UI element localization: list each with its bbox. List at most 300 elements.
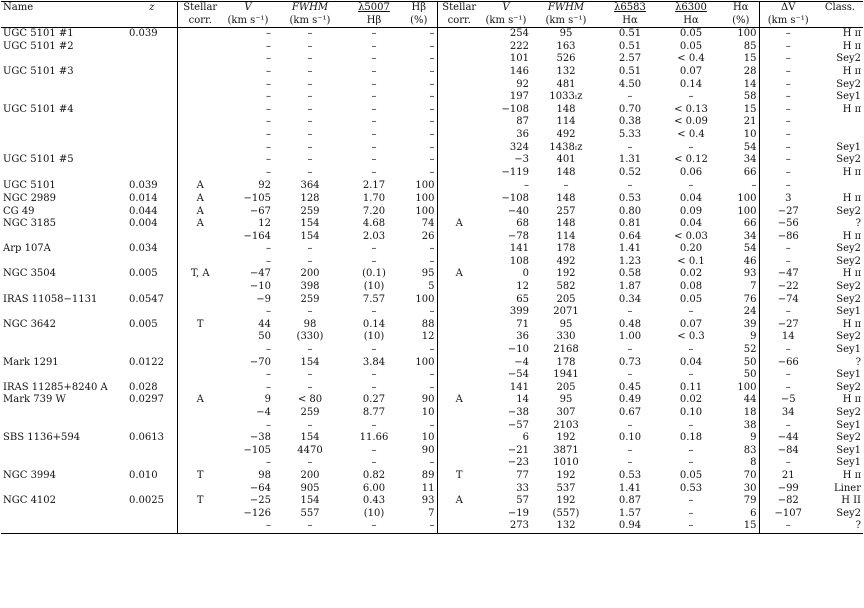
cell-halpha-percent: 54 — [743, 243, 757, 255]
cell-halpha-percent: 9 — [750, 331, 757, 343]
cell-v: −10 — [249, 281, 271, 293]
cell-6583-ratio: 0.70 — [618, 103, 642, 115]
cell-6300-ratio: – — [688, 141, 694, 153]
cell-stellar-corr — [177, 129, 223, 142]
cell-stellar-corr2: T — [437, 470, 481, 483]
cell-class: H II — [841, 495, 861, 507]
cell-class: H ɪɪ — [842, 28, 861, 40]
cell-name: CG 49 — [3, 205, 35, 217]
cell-halpha-percent: 30 — [743, 482, 757, 494]
cell-6583-ratio: 0.52 — [618, 166, 642, 178]
cell-5007-ratio: (10) — [363, 281, 385, 293]
col-v2-unit: (km s⁻¹) — [481, 15, 531, 28]
cell-hbeta-percent: 26 — [421, 230, 435, 242]
cell-z — [127, 167, 177, 180]
cell-v: – — [266, 154, 271, 166]
cell-hbeta-percent: 89 — [421, 469, 435, 481]
col-6300-ratio-header: λ6300 — [659, 2, 723, 15]
cell-hbeta-percent: – — [429, 457, 435, 469]
cell-stellar-corr2 — [437, 79, 481, 92]
cell-class: Sey2 — [836, 281, 861, 293]
cell-fwhm: 905 — [300, 482, 320, 494]
cell-6583-ratio: 0.48 — [618, 318, 642, 330]
cell-halpha-percent: 50 — [743, 356, 757, 368]
cell-z — [127, 53, 177, 66]
cell-v2: 77 — [516, 469, 529, 481]
cell-6300-ratio: – — [688, 369, 694, 381]
cell-6300-ratio: 0.07 — [679, 65, 703, 77]
cell-stellar-corr — [177, 104, 223, 117]
cell-stellar-corr — [177, 116, 223, 129]
cell-stellar-corr: A — [177, 218, 223, 231]
cell-fwhm: – — [307, 306, 313, 318]
cell-fwhm: < 80 — [297, 394, 323, 406]
cell-class: Sey1 — [836, 141, 861, 153]
cell-hbeta-percent: – — [429, 141, 435, 153]
cell-5007-ratio: 1.70 — [362, 192, 386, 204]
cell-name: SBS 1136+594 — [3, 432, 81, 444]
cell-hbeta-percent: 100 — [415, 205, 435, 217]
cell-v2: −54 — [507, 369, 529, 381]
cell-name: NGC 2989 — [3, 192, 57, 204]
cell-6583-ratio: 2.57 — [618, 53, 642, 65]
cell-stellar-corr2 — [437, 28, 481, 41]
cell-fwhm2: 205 — [556, 293, 576, 305]
table-row — [1, 344, 863, 357]
cell-v: −38 — [249, 432, 271, 444]
cell-name: IRAS 11058−1131 — [3, 293, 98, 305]
cell-delta-v: – — [759, 91, 817, 104]
cell-name — [1, 167, 127, 180]
table-row — [1, 394, 863, 407]
cell-hbeta-percent: 88 — [421, 318, 435, 330]
cell-stellar-corr — [177, 331, 223, 344]
cell-hbeta-percent: – — [429, 78, 435, 90]
cell-name — [1, 129, 127, 142]
cell-5007-ratio: (10) — [363, 507, 385, 519]
cell-6583-ratio: – — [627, 444, 633, 456]
cell-5007-ratio: – — [371, 141, 377, 153]
cell-6583-ratio: 0.94 — [601, 520, 659, 533]
cell-z — [127, 483, 177, 496]
cell-v: −25 — [249, 495, 271, 507]
cell-6300-ratio: 0.02 — [679, 394, 703, 406]
cell-6300-ratio: 0.14 — [679, 78, 703, 90]
cell-class: Sey2 — [836, 293, 861, 305]
cell-5007-ratio: 0.14 — [362, 318, 386, 330]
cell-halpha-percent: 18 — [743, 407, 757, 418]
cell-delta-v: – — [759, 79, 817, 92]
cell-hbeta-percent: – — [429, 128, 435, 140]
table-row — [1, 231, 863, 244]
cell-z: 0.005 — [129, 318, 158, 330]
cell-v2: 324 — [509, 141, 529, 153]
cell-fwhm2: 192 — [556, 495, 576, 507]
col-class-header: Class. — [817, 2, 863, 15]
cell-class: Sey2 — [836, 407, 861, 418]
cell-stellar-corr2: A — [437, 218, 481, 231]
cell-v2: 71 — [516, 318, 529, 330]
cell-5007-ratio: 8.77 — [362, 407, 386, 418]
cell-6300-ratio: – — [688, 419, 694, 431]
cell-stellar-corr2 — [437, 66, 481, 79]
cell-stellar-corr2 — [437, 91, 481, 104]
cell-fwhm2: 148 — [556, 166, 576, 178]
cell-5007-ratio: – — [371, 457, 377, 469]
cell-class: H ɪɪ — [842, 394, 861, 406]
cell-fwhm2: 1033ₗz — [549, 91, 583, 103]
cell-hbeta-percent: – — [429, 306, 435, 318]
cell-5007-ratio: – — [371, 306, 377, 318]
cell-name — [1, 420, 127, 433]
cell-stellar-corr2 — [437, 256, 481, 269]
cell-v2: 92 — [516, 78, 529, 90]
cell-stellar-corr — [177, 357, 223, 370]
cell-class: Sey1 — [836, 344, 861, 356]
cell-stellar-corr — [177, 294, 223, 307]
cell-name — [1, 116, 127, 129]
cell-6583-ratio: 4.50 — [618, 78, 642, 90]
cell-5007-ratio: 7.57 — [362, 293, 386, 305]
cell-delta-v: – — [759, 306, 817, 319]
cell-5007-ratio: – — [371, 419, 377, 431]
cell-z — [127, 142, 177, 155]
cell-6583-ratio: 1.41 — [618, 482, 642, 494]
cell-6583-ratio: 0.53 — [618, 192, 642, 204]
cell-v: −105 — [243, 444, 271, 456]
cell-hbeta-percent: – — [429, 166, 435, 178]
table-row — [1, 218, 863, 231]
col-6583-denominator: Hα — [601, 15, 659, 28]
cell-name: Arp 107A — [3, 243, 51, 255]
cell-v2: 108 — [509, 255, 529, 267]
cell-fwhm: – — [307, 381, 313, 393]
cell-fwhm: 154 — [300, 356, 320, 368]
cell-delta-v: −22 — [759, 281, 817, 294]
cell-fwhm2: 257 — [556, 205, 576, 217]
cell-hbeta-percent: – — [429, 154, 435, 166]
data-table-wrapper — [1, 1, 863, 606]
cell-6583-ratio: 0.45 — [618, 381, 642, 393]
cell-5007-ratio: (10) — [363, 331, 385, 343]
table-row — [1, 457, 863, 470]
cell-fwhm2: 492 — [556, 128, 576, 140]
cell-v: – — [266, 128, 271, 140]
cell-v: – — [266, 255, 271, 267]
cell-name — [1, 344, 127, 357]
col-5007-denominator: Hβ — [347, 15, 401, 28]
cell-name — [1, 445, 127, 458]
cell-stellar-corr — [177, 41, 223, 54]
cell-z: 0.0297 — [129, 394, 164, 406]
cell-fwhm: 154 — [300, 495, 320, 507]
cell-fwhm: – — [307, 369, 313, 381]
cell-6583-ratio: 0.51 — [618, 40, 642, 52]
cell-delta-v: – — [759, 369, 817, 382]
cell-halpha-percent: 15 — [743, 53, 757, 65]
cell-6300-ratio: 0.05 — [679, 28, 703, 40]
cell-halpha-percent: 34 — [743, 230, 757, 242]
cell-6583-ratio: 0.38 — [618, 116, 642, 128]
cell-fwhm: 154 — [300, 432, 320, 444]
col-fwhm-header: FWHM — [273, 2, 347, 15]
cell-class: H ɪɪ — [842, 192, 861, 204]
cell-6583-ratio: 0.67 — [618, 407, 642, 418]
cell-halpha-percent: 76 — [743, 293, 757, 305]
cell-delta-v: 14 — [759, 331, 817, 344]
cell-z: 0.039 — [129, 28, 158, 40]
cell-name: NGC 4102 — [3, 495, 57, 507]
cell-v: – — [266, 103, 271, 115]
cell-5007-ratio: 7.20 — [362, 205, 386, 217]
cell-6300-ratio: < 0.13 — [674, 103, 708, 115]
cell-class: ? — [855, 218, 861, 230]
cell-5007-ratio: 2.03 — [362, 230, 386, 242]
cell-hbeta-percent: 74 — [421, 218, 435, 230]
cell-fwhm: – — [307, 141, 313, 153]
cell-6300-ratio: – — [688, 457, 694, 469]
cell-stellar-corr2 — [437, 357, 481, 370]
cell-z — [127, 154, 177, 167]
cell-name: NGC 3504 — [3, 268, 57, 280]
cell-6583-ratio: – — [627, 369, 633, 381]
cell-5007-ratio: 0.27 — [362, 394, 386, 406]
cell-6300-ratio: 0.11 — [679, 381, 703, 393]
cell-5007-ratio: – — [371, 444, 377, 456]
cell-name — [1, 457, 127, 470]
cell-delta-v: – — [759, 66, 817, 79]
cell-hbeta-percent: 100 — [415, 356, 435, 368]
cell-delta-v: −99 — [759, 483, 817, 496]
table-row — [1, 116, 863, 129]
cell-delta-v: – — [759, 142, 817, 155]
cell-v: – — [266, 381, 271, 393]
table-row — [1, 445, 863, 458]
cell-6583-ratio: 0.49 — [618, 394, 642, 406]
cell-v: – — [266, 141, 271, 153]
cell-fwhm: (330) — [296, 331, 324, 343]
table-row — [1, 432, 863, 445]
cell-v: – — [223, 520, 273, 533]
cell-stellar-corr2: A — [437, 495, 481, 508]
cell-name: UGC 5101 #3 — [3, 65, 74, 77]
cell-stellar-corr2 — [437, 382, 481, 395]
cell-fwhm2: 192 — [556, 469, 576, 481]
cell-delta-v: – — [759, 344, 817, 357]
cell-name — [1, 231, 127, 244]
col-v-unit: (km s⁻¹) — [223, 15, 273, 28]
cell-5007-ratio: (0.1) — [362, 268, 386, 280]
cell-halpha-percent: 83 — [743, 444, 757, 456]
cell-stellar-corr2 — [437, 294, 481, 307]
cell-v2: 57 — [516, 495, 529, 507]
cell-v: −64 — [249, 482, 271, 494]
cell-v2: −10 — [507, 344, 529, 356]
cell-class: H ɪɪ — [842, 230, 861, 242]
table-header — [1, 2, 863, 28]
cell-v2: – — [524, 180, 529, 192]
cell-stellar-corr2: A — [437, 268, 481, 281]
cell-z: 0.0122 — [129, 356, 164, 368]
cell-hbeta-percent: – — [429, 116, 435, 128]
cell-class — [817, 129, 863, 142]
cell-v2: −3 — [514, 154, 529, 166]
cell-v2: 87 — [516, 116, 529, 128]
table-row — [1, 243, 863, 256]
cell-v2: 141 — [509, 243, 529, 255]
cell-v2: −57 — [507, 419, 529, 431]
cell-name — [1, 142, 127, 155]
col-stellar-corr2-subheader: corr. — [437, 15, 481, 28]
table-row — [1, 179, 863, 193]
cell-v2: 36 — [516, 331, 529, 343]
cell-fwhm: – — [307, 243, 313, 255]
cell-delta-v: −84 — [759, 445, 817, 458]
cell-v: – — [266, 306, 271, 318]
table-row — [1, 142, 863, 155]
cell-delta-v: −47 — [759, 268, 817, 281]
cell-fwhm2: 148 — [556, 103, 576, 115]
cell-6300-ratio: 0.04 — [679, 218, 703, 230]
cell-fwhm2: 330 — [556, 331, 576, 343]
cell-stellar-corr2 — [437, 306, 481, 319]
cell-6300-ratio: – — [688, 507, 694, 519]
cell-delta-v: – — [759, 41, 817, 54]
cell-v2: −38 — [507, 407, 529, 418]
table-body — [1, 28, 863, 534]
cell-halpha-percent: 66 — [743, 218, 757, 230]
cell-class: Sey2 — [836, 432, 861, 444]
cell-6300-ratio: – — [688, 306, 694, 318]
cell-5007-ratio: 6.00 — [362, 482, 386, 494]
cell-stellar-corr2 — [437, 154, 481, 167]
cell-6583-ratio: – — [627, 91, 633, 103]
cell-v2: −23 — [507, 457, 529, 469]
cell-6300-ratio: 0.18 — [679, 432, 703, 444]
cell-z: 0.039 — [129, 180, 158, 192]
table-row — [1, 193, 863, 206]
table-row — [1, 306, 863, 319]
cell-stellar-corr — [177, 344, 223, 357]
cell-z — [127, 66, 177, 79]
cell-stellar-corr — [177, 432, 223, 445]
cell-z — [127, 116, 177, 129]
cell-6583-ratio: 5.33 — [618, 128, 642, 140]
cell-delta-v: −27 — [759, 206, 817, 219]
cell-z: 0.034 — [129, 243, 158, 255]
cell-halpha-percent: 85 — [743, 40, 757, 52]
cell-name: UGC 5101 — [3, 180, 56, 192]
cell-stellar-corr — [177, 167, 223, 180]
cell-delta-v: – — [759, 129, 817, 142]
cell-class: Sey2 — [836, 255, 861, 267]
cell-delta-v: – — [759, 116, 817, 129]
cell-z: 0.0547 — [129, 293, 164, 305]
cell-5007-ratio: – — [371, 28, 377, 40]
col-5007-ratio-header: λ5007 — [347, 2, 401, 15]
cell-v2: −119 — [501, 166, 529, 178]
table-row — [1, 483, 863, 496]
table-row — [1, 79, 863, 92]
cell-z — [127, 281, 177, 294]
cell-stellar-corr: A — [177, 179, 223, 193]
cell-fwhm: 200 — [300, 268, 320, 280]
cell-class: Sey2 — [836, 243, 861, 255]
cell-v: 44 — [258, 318, 271, 330]
cell-class: Sey2 — [836, 381, 861, 393]
cell-stellar-corr — [177, 79, 223, 92]
cell-stellar-corr2 — [437, 483, 481, 496]
cell-stellar-corr — [177, 306, 223, 319]
cell-halpha-percent: 44 — [743, 394, 757, 406]
cell-fwhm: – — [307, 28, 313, 40]
cell-fwhm2: 148 — [556, 192, 576, 204]
cell-v: −126 — [243, 507, 271, 519]
cell-class — [817, 179, 863, 193]
cell-stellar-corr2 — [437, 445, 481, 458]
col-v2-header: V — [481, 2, 531, 15]
cell-6583-ratio: 0.80 — [618, 205, 642, 217]
col-stellar-corr2-header: Stellar — [437, 2, 481, 15]
cell-name: UGC 5101 #4 — [3, 103, 74, 115]
cell-delta-v: −27 — [759, 319, 817, 332]
cell-v2: 12 — [516, 281, 529, 293]
cell-hbeta-percent: – — [429, 28, 435, 40]
cell-delta-v: – — [759, 457, 817, 470]
cell-stellar-corr — [177, 53, 223, 66]
cell-fwhm2: 178 — [556, 356, 576, 368]
cell-6300-ratio: 0.04 — [679, 356, 703, 368]
table-row — [1, 154, 863, 167]
cell-v: – — [266, 419, 271, 431]
cell-delta-v: −56 — [759, 218, 817, 231]
cell-5007-ratio: – — [347, 520, 401, 533]
cell-v: – — [266, 243, 271, 255]
cell-6300-ratio: – — [688, 444, 694, 456]
cell-delta-v: 3 — [759, 193, 817, 206]
cell-name: Mark 1291 — [3, 356, 59, 368]
cell-z — [127, 520, 177, 533]
cell-stellar-corr2 — [437, 116, 481, 129]
cell-6300-ratio: 0.20 — [679, 243, 703, 255]
cell-fwhm: – — [307, 344, 313, 356]
cell-5007-ratio: – — [371, 381, 377, 393]
cell-6300-ratio: 0.06 — [679, 166, 703, 178]
cell-fwhm: 200 — [300, 469, 320, 481]
cell-5007-ratio: 2.17 — [362, 180, 386, 192]
cell-z — [127, 369, 177, 382]
cell-hbeta-percent: 100 — [415, 293, 435, 305]
cell-v2: 146 — [509, 65, 529, 77]
cell-hbeta-percent: 11 — [421, 482, 435, 494]
cell-fwhm: 259 — [300, 205, 320, 217]
cell-v2: −108 — [501, 192, 529, 204]
cell-v2: −40 — [507, 205, 529, 217]
cell-fwhm2: 2168 — [553, 344, 579, 356]
cell-5007-ratio: – — [371, 53, 377, 65]
cell-delta-v: – — [759, 382, 817, 395]
cell-name: UGC 5101 #2 — [3, 40, 74, 52]
cell-fwhm2: 1010 — [553, 457, 579, 469]
cell-name — [1, 256, 127, 269]
cell-fwhm2: 132 — [531, 520, 601, 533]
cell-v: – — [266, 53, 271, 65]
cell-5007-ratio: 11.66 — [359, 432, 389, 444]
cell-stellar-corr2 — [437, 167, 481, 180]
cell-stellar-corr2 — [437, 104, 481, 117]
cell-hbeta-percent: – — [429, 40, 435, 52]
cell-delta-v: – — [759, 179, 817, 193]
